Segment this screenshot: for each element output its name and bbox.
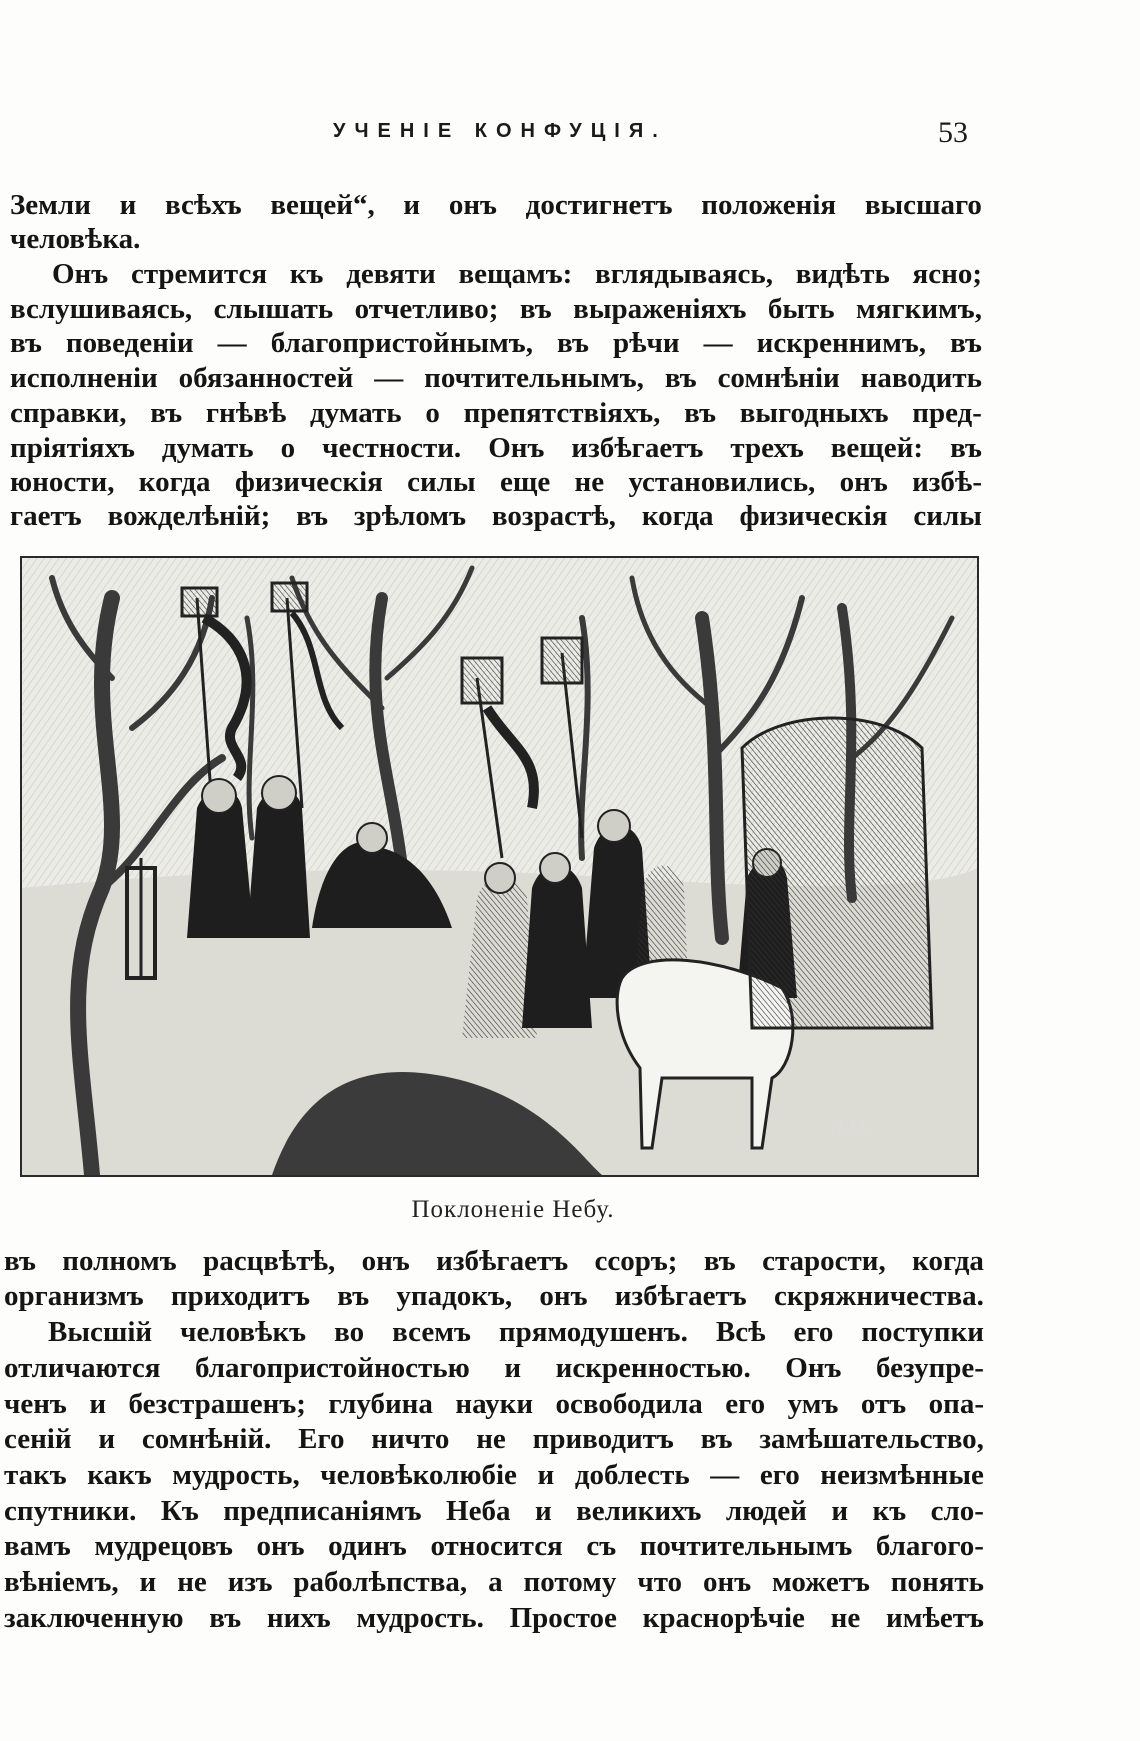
word: онъ <box>702 1566 752 1598</box>
word: когда <box>138 466 211 498</box>
word: Высшій <box>48 1316 153 1348</box>
word: въ <box>684 397 717 429</box>
word: пріятіяхъ <box>10 432 135 464</box>
word: отчетливо; <box>354 293 499 325</box>
word: установились, <box>628 466 816 498</box>
word: гнѣвѣ <box>205 397 287 429</box>
word: не <box>177 1566 207 1598</box>
text-line <box>10 187 982 223</box>
text-line <box>10 325 982 361</box>
word: изъ <box>227 1566 273 1598</box>
word: положенія <box>701 189 837 221</box>
word: стремится <box>130 258 268 290</box>
word: относится <box>430 1530 563 1562</box>
word: благого- <box>875 1530 984 1562</box>
word: предписаніямъ <box>223 1495 422 1527</box>
word: и <box>537 1459 555 1491</box>
word: быть <box>767 293 835 325</box>
word: Его <box>298 1423 345 1455</box>
word: человѣкъ <box>180 1316 307 1348</box>
word: и <box>139 1566 157 1598</box>
word: трехъ <box>730 432 804 464</box>
word: замѣшательство, <box>759 1423 984 1455</box>
word: обязанностей <box>178 362 354 394</box>
word: въ <box>557 327 589 359</box>
word: опа- <box>928 1388 984 1420</box>
word: науки <box>455 1388 534 1420</box>
word: вещей: <box>830 432 924 464</box>
word: девяти <box>346 258 436 290</box>
text-line <box>48 1314 984 1350</box>
text-line <box>52 256 982 292</box>
word: справки, <box>10 397 127 429</box>
text-line <box>4 1493 984 1529</box>
text-line <box>4 1564 984 1600</box>
word: почтительнымъ, <box>424 362 644 394</box>
word: въ <box>664 362 697 394</box>
word: въ <box>950 327 982 359</box>
word: Всѣ <box>715 1316 766 1348</box>
word: людей <box>725 1495 807 1527</box>
word: въ <box>209 1602 242 1634</box>
word: препятствіяхъ, <box>463 397 661 429</box>
text-line <box>10 430 982 466</box>
word: еще <box>499 466 551 498</box>
word: не <box>574 466 605 498</box>
word: видѣть <box>795 258 890 290</box>
word: отъ <box>860 1388 907 1420</box>
word: къ <box>289 258 324 290</box>
word: и <box>504 1352 522 1384</box>
word: поведеніи <box>65 327 194 359</box>
word: безстрашенъ; <box>128 1388 306 1420</box>
word: Къ <box>160 1495 199 1527</box>
word: Неба <box>446 1495 511 1527</box>
word: въ <box>337 1280 370 1312</box>
running-title: УЧЕНІЕ КОНФУЦІЯ. <box>333 120 667 142</box>
word: вглядываясь, <box>595 258 773 290</box>
word: и <box>403 189 421 221</box>
word: не <box>476 1423 506 1455</box>
word: вещей“, <box>270 189 375 221</box>
word: имѣетъ <box>886 1602 984 1634</box>
text-line <box>10 360 982 396</box>
word: ничто <box>371 1423 450 1455</box>
word: организмъ <box>4 1280 144 1312</box>
word: избѣгаетъ <box>571 432 704 464</box>
figure-caption <box>0 1196 1140 1224</box>
text-line <box>10 498 982 534</box>
word: — <box>703 327 733 359</box>
text-line <box>4 1421 984 1457</box>
word: мягкимъ, <box>856 293 982 325</box>
text-line <box>4 1243 984 1279</box>
word: думать <box>309 397 402 429</box>
word: старости, <box>762 1245 886 1277</box>
word: и <box>89 1388 107 1420</box>
word: ссоръ; <box>594 1245 678 1277</box>
word: раболѣпства, <box>293 1566 468 1598</box>
word: силы <box>407 466 476 498</box>
word: благопристойностью <box>194 1352 470 1384</box>
word: человѣколюбіе <box>320 1459 517 1491</box>
word: въ <box>700 1423 733 1455</box>
word: — <box>374 362 404 394</box>
word: рѣчи <box>612 327 680 359</box>
word: всемъ <box>392 1316 471 1348</box>
word: исполненіи <box>10 362 158 394</box>
word: ясно; <box>912 258 982 290</box>
word: прямодушенъ. <box>498 1316 688 1348</box>
word: о <box>425 397 440 429</box>
text-line <box>10 395 982 431</box>
text-line <box>4 1386 984 1422</box>
word: глубина <box>328 1388 433 1420</box>
running-head <box>0 116 1140 152</box>
word: онъ <box>539 1280 588 1312</box>
word: онъ <box>256 1530 305 1562</box>
text-line <box>4 1528 984 1564</box>
word: и <box>119 189 137 221</box>
word: къ <box>872 1495 907 1527</box>
text-line <box>4 1600 984 1636</box>
word: онъ <box>448 189 497 221</box>
text-line <box>10 291 982 327</box>
artist-signature: Л.М. <box>830 1118 870 1137</box>
word: сеній <box>4 1423 72 1455</box>
word: о <box>280 432 296 464</box>
word: зрѣломъ <box>353 500 466 532</box>
word: и <box>98 1423 116 1455</box>
word: такъ <box>4 1459 67 1491</box>
word: въ <box>4 1245 36 1277</box>
word: безупре- <box>876 1352 984 1384</box>
word: съ <box>586 1530 617 1562</box>
text-line <box>4 1350 984 1386</box>
word: сомнѣніи <box>717 362 840 394</box>
word: искренностью. <box>555 1352 751 1384</box>
word: вѣніемъ, <box>4 1566 119 1598</box>
text-line <box>10 464 982 500</box>
word: мудрость. <box>356 1602 484 1634</box>
word: въ <box>296 500 328 532</box>
page-number: 53 <box>938 116 968 149</box>
word: вещамъ: <box>458 258 573 290</box>
word: мудрость, <box>172 1459 300 1491</box>
word: не <box>830 1602 861 1634</box>
word: какъ <box>87 1459 152 1491</box>
word: въ <box>150 397 183 429</box>
word: и <box>534 1495 552 1527</box>
figure-caption-text: Поклоненіе Небу. <box>411 1196 615 1223</box>
word: неизмѣнные <box>820 1459 984 1491</box>
word: — <box>217 327 247 359</box>
word: поступки <box>861 1316 984 1348</box>
engraving-drawing <box>22 558 977 1175</box>
word: благопристойнымъ, <box>270 327 533 359</box>
word: искреннимъ, <box>756 327 926 359</box>
word: понять <box>890 1566 984 1598</box>
word: вожделѣній; <box>107 500 271 532</box>
word: его <box>759 1459 800 1491</box>
word: избѣгаетъ <box>614 1280 747 1312</box>
word: освободила <box>555 1388 703 1420</box>
word: достигнетъ <box>525 189 673 221</box>
word: честности. <box>322 432 462 464</box>
word: сло- <box>930 1495 984 1527</box>
word: Онъ <box>52 258 109 290</box>
word: гаетъ <box>10 500 82 532</box>
word: мудрецовъ <box>94 1530 233 1562</box>
text-line: человѣка. <box>10 223 141 255</box>
word: приводитъ <box>532 1423 674 1455</box>
word: скряжничества. <box>773 1280 984 1312</box>
word: юности, <box>10 466 115 498</box>
word: избѣгаетъ <box>436 1245 569 1277</box>
word: выраженіяхъ <box>573 293 747 325</box>
word: физическія <box>234 466 383 498</box>
word: заключенную <box>4 1602 184 1634</box>
word: выгодныхъ <box>739 397 889 429</box>
word: въ <box>950 432 982 464</box>
word: думать <box>161 432 254 464</box>
word: ченъ <box>4 1388 67 1420</box>
word: и <box>831 1495 849 1527</box>
word: нихъ <box>266 1602 331 1634</box>
word: спутники. <box>4 1495 137 1527</box>
word: когда <box>912 1245 984 1277</box>
word: силы <box>913 500 982 532</box>
word: почтительнымъ <box>639 1530 853 1562</box>
word: приходитъ <box>170 1280 311 1312</box>
word: высшаго <box>864 189 982 221</box>
word: въ <box>703 1245 736 1277</box>
word: Онъ <box>488 432 545 464</box>
word: возрастѣ, <box>491 500 616 532</box>
text-line <box>4 1457 984 1493</box>
word: доблесть <box>574 1459 690 1491</box>
word: — <box>710 1459 740 1491</box>
word: пред- <box>912 397 982 429</box>
word: потому <box>523 1566 617 1598</box>
word: сомнѣній. <box>141 1423 272 1455</box>
word: одинъ <box>328 1530 407 1562</box>
word: великихъ <box>576 1495 702 1527</box>
word: въ <box>10 327 42 359</box>
word: а <box>488 1566 503 1598</box>
word: наводить <box>860 362 982 394</box>
word: полномъ <box>62 1245 177 1277</box>
word: что <box>637 1566 683 1598</box>
word: вслушиваясь, <box>10 293 193 325</box>
word: можетъ <box>772 1566 870 1598</box>
word: когда <box>641 500 714 532</box>
word: Земли <box>10 189 91 221</box>
word: въ <box>519 293 552 325</box>
word: физическія <box>739 500 888 532</box>
word: Простое <box>509 1602 617 1634</box>
word: всѣхъ <box>165 189 242 221</box>
word: его <box>793 1316 834 1348</box>
word: его <box>725 1388 766 1420</box>
engraving-illustration <box>20 556 979 1177</box>
word: онъ <box>839 466 888 498</box>
word: отличаются <box>4 1352 161 1384</box>
word: слышать <box>213 293 334 325</box>
word: избѣ- <box>912 466 982 498</box>
word: Онъ <box>785 1352 842 1384</box>
word: умъ <box>787 1388 839 1420</box>
text-line <box>4 1278 984 1314</box>
word: расцвѣтѣ, <box>203 1245 336 1277</box>
word: краснорѣчіе <box>642 1602 805 1634</box>
word: онъ <box>361 1245 410 1277</box>
word: во <box>334 1316 365 1348</box>
word: вамъ <box>4 1530 71 1562</box>
word: упадокъ, <box>396 1280 513 1312</box>
